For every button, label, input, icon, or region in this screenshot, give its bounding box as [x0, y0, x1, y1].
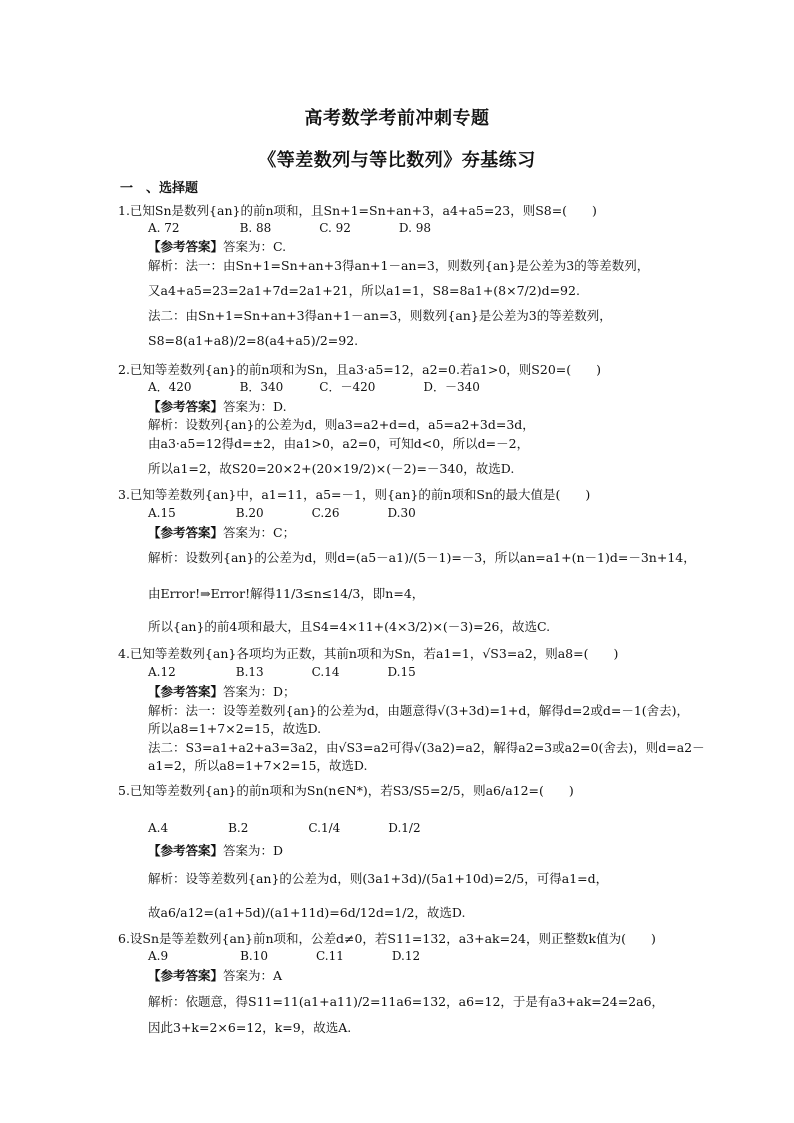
explanation-line [148, 720, 321, 737]
answer-line [148, 967, 282, 984]
answer-label: 【参考答案】 [148, 239, 224, 254]
answer-line [148, 842, 283, 859]
line-text: 6.设Sn是等差数列{an}前n项和，公差d≠0，若S11=132，a3+ak=24，则正整数k值为( ) [118, 931, 656, 946]
answer-label: 【参考答案】 [148, 843, 224, 858]
answer-line [148, 683, 296, 700]
explanation-line [148, 257, 649, 274]
line-text: A.12 B.13 C.14 D.15 [148, 665, 416, 679]
explanation-line [148, 702, 689, 719]
line-text: A. 72 B. 88 C. 92 D. 98 [148, 221, 432, 235]
line-text: A.9 B.10 C.11 D.12 [148, 949, 421, 963]
line-text: 所以{an}的前4项和最大，且S4=4×11+(4×3/2)×(－3)=26，故选C. [148, 619, 551, 634]
line-text: 解析：设数列{an}的公差为d，则d=(a5－a1)/(5－1)=－3，所以an=a1+(n－1)d=－3n+14， [148, 550, 696, 565]
question-line [118, 486, 590, 503]
line-text: A.15 B.20 C.26 D.30 [148, 506, 416, 520]
line-text: 由Error!⇒Error!解得11/3≤n≤14/3，即n=4， [148, 586, 425, 601]
question-line [118, 645, 618, 662]
page-subtitle: 《等差数列与等比数列》夯基练习 [258, 150, 536, 171]
line-text: 由a3·a5=12得d=±2，由a1>0，a2=0，可知d<0，所以d=－2， [148, 436, 530, 451]
line-text: 2.已知等差数列{an}的前n项和为Sn，且a3·a5=12，a2=0.若a1>0，则S20=( ) [118, 362, 601, 377]
line-text: 答案为：D； [223, 684, 296, 699]
answer-line [148, 398, 287, 415]
line-text: 解析：法一：设等差数列{an}的公差为d，由题意得√(3+3d)=1+d，解得d=2或d=－1(舍去)， [148, 703, 690, 718]
line-text: 解析：法一：由Sn+1=Sn+an+3得an+1－an=3，则数列{an}是公差为3的等差数列， [148, 258, 650, 273]
explanation-line [148, 585, 424, 602]
line-text: A.4 B.2 C.1/4 D.1/2 [148, 821, 421, 835]
line-text: S8=8(a1+a8)/2=8(a4+a5)/2=92. [148, 333, 359, 348]
line-text: a1=2，所以a8=1+7×2=15，故选D. [148, 758, 368, 773]
line-text: 答案为：D [223, 843, 284, 858]
explanation-line [148, 307, 612, 324]
line-text: 又a4+a5=23=2a1+7d=2a1+21，所以a1=1，S8=8a1+(8×7/2)d=92. [148, 283, 580, 298]
options-line [148, 664, 416, 681]
explanation-line [148, 739, 705, 756]
line-text: 答案为：D. [223, 399, 287, 414]
answer-line [148, 524, 295, 541]
question-line [118, 202, 597, 219]
answer-line [148, 238, 286, 255]
explanation-line [148, 460, 514, 477]
line-text: 因此3+k=2×6=12，k=9，故选A. [148, 1020, 352, 1035]
line-text: 法二：由Sn+1=Sn+an+3得an+1－an=3，则数列{an}是公差为3的等差数列， [148, 308, 612, 323]
options-line [148, 220, 431, 237]
options-line [148, 948, 420, 965]
section-heading: 一 、选择题 [120, 181, 199, 196]
line-text: 3.已知等差数列{an}中，a1=11，a5=－1，则{an}的前n项和Sn的最大值是( ) [118, 487, 591, 502]
answer-label: 【参考答案】 [148, 399, 224, 414]
explanation-line [148, 416, 535, 433]
line-text: 5.已知等差数列{an}的前n项和为Sn(n∈N*)，若S3/S5=2/5，则a6/a12=( ) [118, 783, 574, 798]
options-line [148, 379, 480, 396]
question-line [118, 930, 656, 947]
explanation-line [148, 993, 664, 1010]
explanation-line [148, 549, 696, 566]
line-text: 解析：设等差数列{an}的公差为d，则(3a1+3d)/(5a1+10d)=2/5，可得a1=d， [148, 871, 609, 886]
question-line [118, 361, 601, 378]
explanation-line [148, 282, 580, 299]
line-text: 答案为：C； [223, 525, 296, 540]
explanation-line [148, 1019, 351, 1036]
page-title: 高考数学考前冲刺专题 [304, 108, 490, 129]
line-text: 答案为：A [223, 968, 283, 983]
answer-label: 【参考答案】 [148, 968, 224, 983]
explanation-line [148, 870, 608, 887]
explanation-line [148, 618, 550, 635]
line-text: 4.已知等差数列{an}各项均为正数，其前n项和为Sn，若a1=1，√S3=a2，则a8=( ) [118, 646, 619, 661]
answer-label: 【参考答案】 [148, 684, 224, 699]
line-text: 答案为：C. [223, 239, 287, 254]
line-text: 解析：依题意，得S11=11(a1+a11)/2=11a6=132，a6=12，于是有a3+ak=24=2a6， [148, 994, 665, 1009]
line-text: 解析：设数列{an}的公差为d，则a3=a2+d=d，a5=a2+3d=3d， [148, 417, 535, 432]
line-text: 所以a1=2，故S20=20×2+(20×19/2)×(－2)=－340，故选D. [148, 461, 515, 476]
explanation-line [148, 435, 529, 452]
explanation-line [148, 904, 465, 921]
line-text: A．420 B．340 C．－420 D．－340 [148, 380, 480, 394]
explanation-line [148, 332, 358, 349]
options-line [148, 505, 416, 522]
answer-label: 【参考答案】 [148, 525, 224, 540]
options-line [148, 820, 421, 837]
line-text: 所以a8=1+7×2=15，故选D. [148, 721, 322, 736]
question-line [118, 782, 574, 799]
line-text: 1.已知Sn是数列{an}的前n项和，且Sn+1=Sn+an+3，a4+a5=23，则S8=( ) [118, 203, 597, 218]
line-text: 故a6/a12=(a1+5d)/(a1+11d)=6d/12d=1/2，故选D. [148, 905, 466, 920]
line-text: 法二：S3=a1+a2+a3=3a2，由√S3=a2可得√(3a2)=a2，解得a2=3或a2=0(舍去)，则d=a2－ [148, 740, 705, 755]
explanation-line [148, 757, 367, 774]
